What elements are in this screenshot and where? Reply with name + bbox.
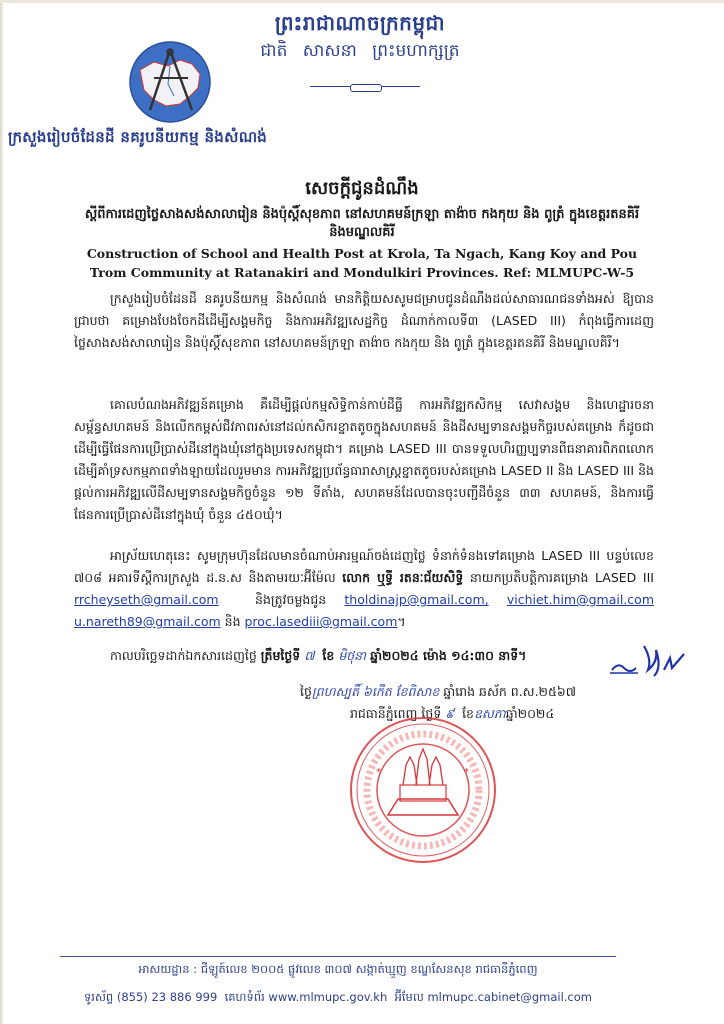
city-day: ៩ xyxy=(445,706,455,721)
svg-text:*: * xyxy=(464,767,469,778)
lunar-year: ឆ្នាំរោង ឆស័ក ព.ស.២៥៦៧ xyxy=(443,684,576,699)
deadline-month: មិថុនា xyxy=(338,648,367,663)
contact-person: លោក ឬទ្ធី រតនៈជ័យសិទ្ធិ xyxy=(342,570,464,585)
city-year: ឆ្នាំ២០២៤ xyxy=(505,706,555,721)
svg-text:*: * xyxy=(376,767,381,778)
official-seal-icon xyxy=(348,715,498,865)
footer-divider xyxy=(60,956,616,957)
city-month-label: ខែ xyxy=(462,706,474,721)
subject-khmer: ស្តីពីការដេញថ្លៃសាងសង់សាលារៀន និងប៉ុស្តិ៍សុខភាព នៅសហគមន៍ក្រឡា តាង៉ាច កងកុយ និង ពូត្រំ ក្នុងខេត្តរតនគិរី និងមណ្ឌលគិរី xyxy=(84,207,640,240)
signature-initials-icon xyxy=(608,640,688,680)
email-link-cc1[interactable]: tholdinajp@gmail.com, xyxy=(344,592,489,607)
cc-label: និងត្រូវចម្លងជូន xyxy=(255,592,327,607)
city-month: ឧសភា xyxy=(473,706,506,721)
email-link-cc2[interactable]: vichiet.him@gmail.com xyxy=(506,592,654,607)
deadline-label: កាលបរិច្ឆេទដាក់ឯកសារដេញថ្លៃ xyxy=(110,648,257,663)
submission-deadline xyxy=(110,648,630,667)
deadline-month-label: ខែ xyxy=(322,648,335,663)
national-motto: ជាតិ សាសនា ព្រះមហាក្សត្រ xyxy=(260,41,460,61)
email-link-primary[interactable]: rrcheyseth@gmail.com xyxy=(74,592,219,607)
paragraph-text: គោលបំណងអភិវឌ្ឍន៍គម្រោង គឺដើម្បីផ្តល់កម្មសិទ្ធិកាន់កាប់ដីធ្លី ការអភិវឌ្ឍកសិកម្ម សេវាសង្គម និងហេដ្ឋារចនាសម្ព័ន្ធសហគមន៍ និងលើកកម្ពស់ជីវភាពរស់នៅដល់កសិករខ្នាតតូចក្នុងសហគមន៍ និងដីសម្បទានសង្គមកិច្ចរបស់គម្រោង ក៏ដូចជាដើម្បីធ្វើផែនការប្រើប្រាស់ដីនៅក្នុងឃុំនៅក្នុងប្រទេសកម្ពុជា។ គម្រោង LASED III បានទទួលហិរញ្ញប្បទានពីធនាគារពិភពលោក ដើម្បីគាំទ្រសកម្មភាពទាំងឡាយដែលរួមមាន ការអភិវឌ្ឍប្រព័ន្ធធារាសាស្ត្រខ្នាតតូចរបស់គម្រោង LASED II និង LASED III និងផ្តល់ការអភិវឌ្ឍលើដីសម្បទានសង្គមកិច្ចចំនួន ១២ ទីតាំង, សហគមន៍ដែលបានចុះបញ្ជីដីចំនួន ៣៣ សហគមន៍, និងការធ្វើផែនការប្រើប្រាស់ដីនៅក្នុងឃុំ ចំនួន ៤៥០ឃុំ។ xyxy=(74,397,654,522)
and-label: និង xyxy=(224,614,241,629)
email-link-cc3[interactable]: u.nareth89@gmail.com xyxy=(74,614,221,629)
contact-role: នាយកប្រតិបត្តិការគម្រោង LASED III xyxy=(469,570,654,585)
email-link-procurement[interactable]: proc.lasediii@gmail.com xyxy=(244,614,398,629)
lunar-date xyxy=(300,684,660,703)
page-edge xyxy=(0,0,4,1024)
deadline-day-label: ត្រឹមថ្ងៃទី xyxy=(260,648,301,663)
ministry-logo-icon xyxy=(128,40,212,124)
lunar-date-prefix: ថ្ងៃ xyxy=(300,684,312,699)
paragraph-contact xyxy=(74,545,654,633)
website-link[interactable]: www.mlmupc.gov.kh xyxy=(268,990,388,1004)
subject-english: Construction of School and Health Post at Krola, Ta Ngach, Kang Koy and Pou Trom Community at Ratanakiri and Mondulkiri Provinces. Ref: MLMUPC-W-5 xyxy=(86,246,638,280)
deadline-year-time: ឆ្នាំ២០២៤ ម៉ោង ១៤:៣០ នាទី។ xyxy=(370,648,527,663)
page-edge-top xyxy=(0,0,724,3)
ministry-name: ក្រសួងរៀបចំដែនដី នគរូបនីយកម្ម និងសំណង់ xyxy=(8,128,268,146)
website-label: គេហទំព័រ xyxy=(224,990,265,1004)
document-title: សេចក្តីជូនដំណឹង xyxy=(305,178,419,199)
ornament-divider xyxy=(310,84,420,90)
lunar-date-handwritten: ព្រហស្បតិ៍ ៦កើត ខែពិសាខ xyxy=(311,684,440,699)
footer-email-link[interactable]: mlmupc.cabinet@gmail.com xyxy=(427,990,592,1004)
footer-contact xyxy=(60,990,616,1007)
paragraph-objective xyxy=(74,394,654,526)
deadline-day: ៧ xyxy=(304,648,315,663)
email-label: អ៊ីមែល xyxy=(394,990,424,1004)
city-date-prefix: រាជធានីភ្នំពេញ ថ្ងៃទី xyxy=(350,706,442,721)
phone-label: ទូរស័ព្ទ xyxy=(84,990,114,1004)
paragraph-intro xyxy=(74,288,654,354)
kingdom-title: ព្រះរាជាណាចក្រកម្ពុជា xyxy=(274,11,446,35)
phone-number: (855) 23 886 999 xyxy=(116,990,218,1004)
end-mark: ។ xyxy=(397,614,406,629)
paragraph-text: ក្រសួងរៀបចំដែនដី នគរូបនីយកម្ម និងសំណង់ មានកិត្តិយសសូមជម្រាបជូនដំណឹងដល់សាធារណជនទាំងអស់ ឱ្យបានជ្រាបថា គម្រោងបែងចែកដីដើម្បីសង្គមកិច្ច និងការអភិវឌ្ឍសេដ្ឋកិច្ច ដំណាក់កាលទី៣ (LASED III) កំពុងធ្វើការដេញថ្លៃសាងសង់សាលារៀន និងប៉ុស្តិ៍សុខភាព នៅសហគមន៍ក្រឡា តាង៉ាច កងកុយ និង ពូត្រំ ក្នុងខេត្តរតនគិរី និងមណ្ឌលគិរី។ xyxy=(74,291,654,350)
contact-text: អាស្រ័យហេតុនេះ សូមក្រុមហ៊ុនដែលមានចំណាប់អារម្មណ៍ចង់ដេញថ្លៃ ទំនាក់ទំនងទៅគម្រោង LASED III បន្ទប់លេខ ៧០៨ អគារទីស្តីការក្រសួង ដ.ន.ស និងតាមរយៈអ៊ីម៉ែល xyxy=(74,548,654,585)
footer-address: អាសយដ្ឋាន : ជីឡូត៍លេខ ២០០៥ ផ្លូវលេខ ៣០៧ សង្កាត់ឃ្មួញ ខណ្ឌសែនសុខ រាជធានីភ្នំពេញ xyxy=(138,962,538,976)
